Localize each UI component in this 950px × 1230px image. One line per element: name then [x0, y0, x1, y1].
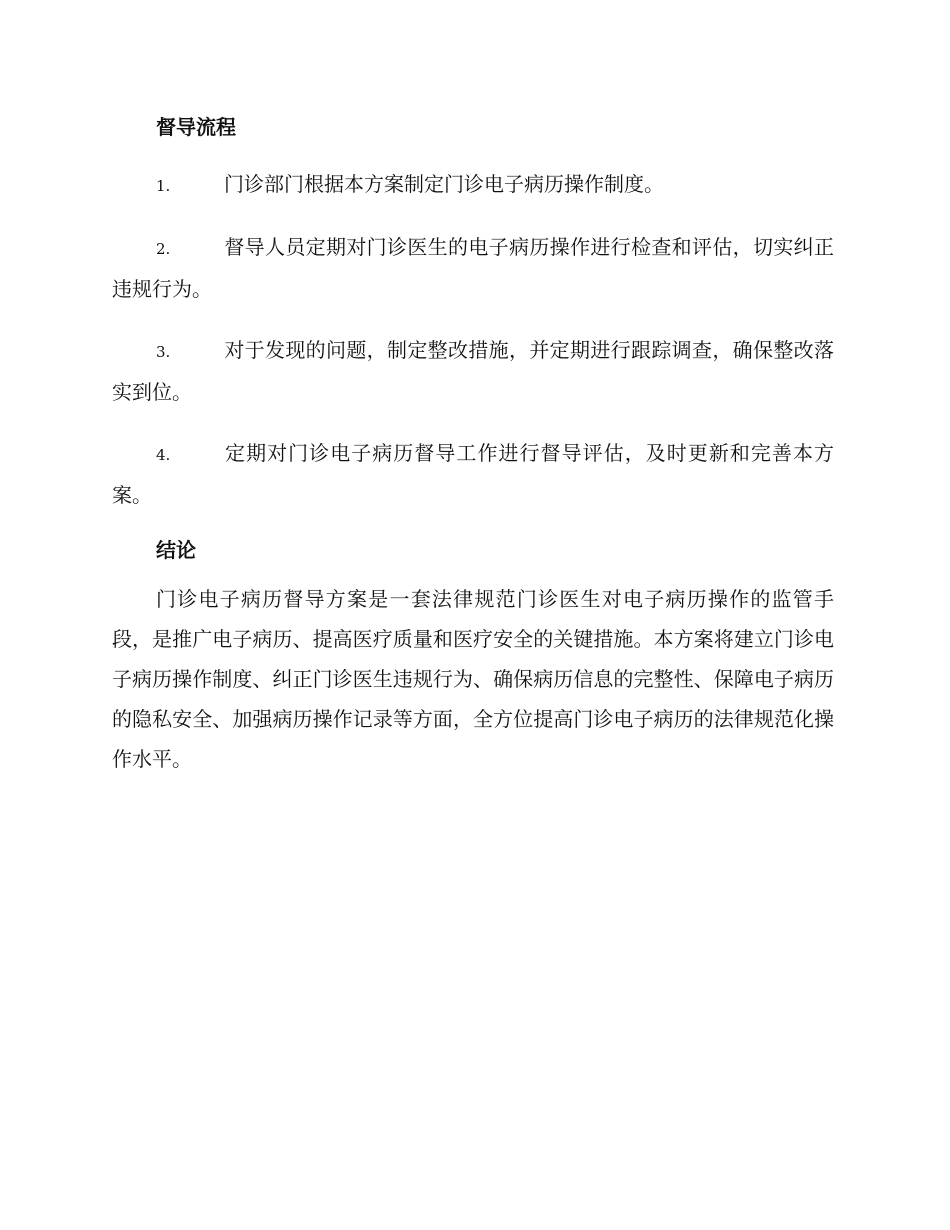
- heading-conclusion: 结论: [156, 538, 196, 562]
- list-item-text: 门诊部门根据本方案制定门诊电子病历操作制度。: [224, 172, 664, 196]
- list-item: [112, 330, 834, 412]
- list-item: [112, 433, 834, 515]
- heading-supervision-process: 督导流程: [156, 115, 236, 139]
- conclusion-paragraph: 门诊电子病历督导方案是一套法律规范门诊医生对电子病历操作的监管手段，是推广电子病历、提高医疗质量和医疗安全的关键措施。本方案将建立门诊电子病历操作制度、纠正门诊医生违规行为、确保病历信息的完整性、保障电子病历的隐私安全、加强病历操作记录等方面，全方位提高门诊电子病历的法律规范化操作水平。: [112, 587, 834, 771]
- process-list: [112, 164, 834, 515]
- list-item-number: 4.: [156, 446, 171, 464]
- list-item-text: 定期对门诊电子病历督导工作进行督导评估，及时更新和完善本方案。: [112, 441, 834, 507]
- list-item: [112, 164, 834, 206]
- document-body: [112, 110, 834, 779]
- list-item-number: 3.: [156, 343, 171, 361]
- list-item-text: 督导人员定期对门诊医生的电子病历操作进行检查和评估，切实纠正违规行为。: [112, 235, 834, 301]
- list-item-number: 1.: [156, 177, 171, 195]
- list-item: [112, 227, 834, 309]
- list-item-text: 对于发现的问题，制定整改措施，并定期进行跟踪调查，确保整改落实到位。: [112, 338, 834, 404]
- list-item-number: 2.: [156, 240, 171, 258]
